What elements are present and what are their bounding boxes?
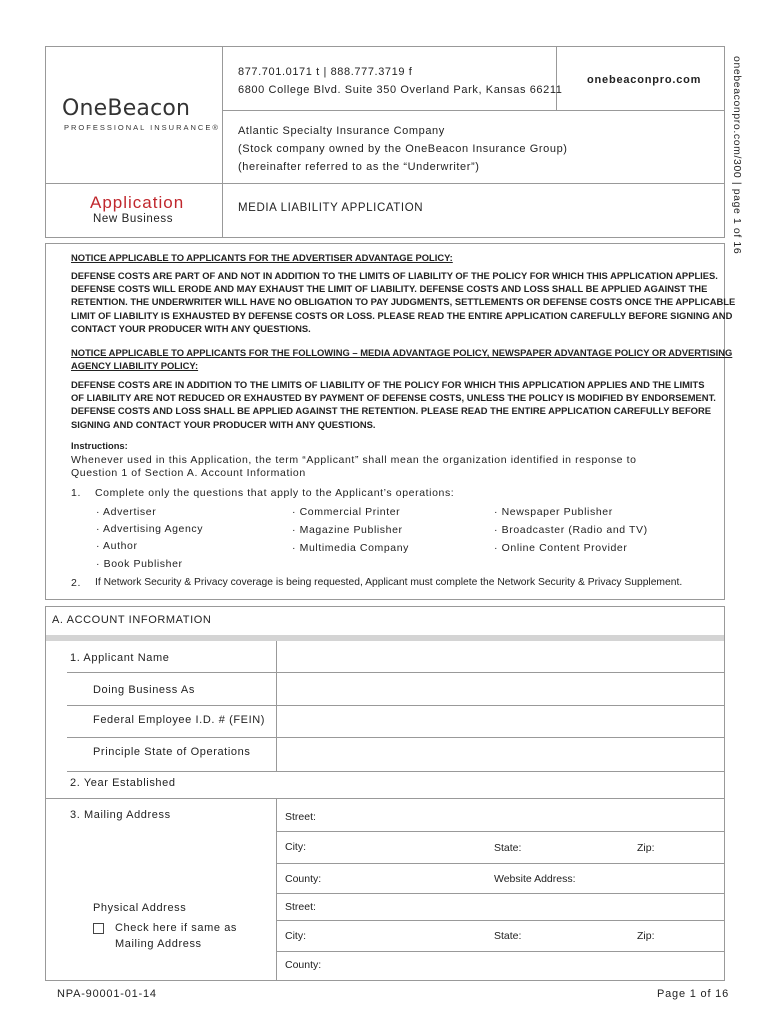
address-line: 6800 College Blvd. Suite 350 Overland Park, Kansas 66211 xyxy=(238,84,563,96)
section-a-title-rule xyxy=(46,635,724,641)
mailing-city-label: City: xyxy=(285,841,306,853)
form-number: NPA-90001-01-14 xyxy=(57,988,157,1000)
applicant-name-field[interactable] xyxy=(278,642,724,671)
operation-broadcaster: · Broadcaster (Radio and TV) xyxy=(494,523,648,536)
physical-address-label: Physical Address xyxy=(93,902,187,914)
operation-magazine-publisher: · Magazine Publisher xyxy=(292,523,403,536)
year-established-label: 2. Year Established xyxy=(70,777,176,789)
physical-state-label: State: xyxy=(494,930,522,942)
grid-divider-label-2 xyxy=(276,799,277,981)
application-subtitle: New Business xyxy=(93,213,174,225)
physical-zip-label: Zip: xyxy=(637,930,655,942)
operations-column-2 xyxy=(292,504,409,557)
instructions-text-1: Whenever used in this Application, the term “Applicant” shall mean the organization identified in response to xyxy=(71,454,637,466)
website-address-label: Website Address: xyxy=(494,873,576,885)
instruction-item-2-number: 2. xyxy=(71,577,81,589)
physical-city-field[interactable] xyxy=(310,921,490,950)
operation-book-publisher: · Book Publisher xyxy=(96,557,183,570)
principle-state-label: Principle State of Operations xyxy=(93,746,251,758)
same-as-mailing-label-1: Check here if same as xyxy=(115,922,238,934)
header-divider-website xyxy=(556,46,557,110)
form-title: MEDIA LIABILITY APPLICATION xyxy=(238,202,424,214)
notice-paragraph-2: DEFENSE COSTS ARE IN ADDITION TO THE LIMITS OF LIABILITY OF THE POLICY FOR WHICH THIS APPLICATION APPLIES AND THE LIMITS OF LIABILITY ARE NOT REDUCED OR EXHAUSTED BY PAYMENT OF DEFENSE COSTS, UNLESS THE POLICY IS MODIFIED BY ENDORSEMENT. DEFENSE COSTS AND LOSS SHALL BE APPLIED AGAINST THE RETENTION. PLEASE READ THE ENTIRE APPLICATION CAREFULLY BEFORE SIGNING AND CONTACT YOUR PRODUCER WITH ANY QUESTIONS. xyxy=(71,379,716,430)
side-page-reference: onebeaconpro.com/300 | page 1 of 16 xyxy=(731,56,743,255)
physical-zip-field[interactable] xyxy=(658,921,724,950)
instruction-item-1-text: Complete only the questions that apply to the Applicant’s operations: xyxy=(95,487,455,499)
operation-advertising-agency: · Advertising Agency xyxy=(96,523,204,536)
company-ownership: (Stock company owned by the OneBeacon Insurance Group) xyxy=(238,143,568,155)
header-divider-title xyxy=(45,183,725,184)
section-a-title: A. ACCOUNT INFORMATION xyxy=(52,614,212,626)
physical-state-field[interactable] xyxy=(528,921,633,950)
company-reference: (hereinafter referred to as the “Underwriter”) xyxy=(238,161,480,173)
physical-county-label: County: xyxy=(285,959,322,971)
operation-online-content-provider: · Online Content Provider xyxy=(494,541,628,554)
physical-county-field[interactable] xyxy=(325,952,724,980)
mailing-state-field[interactable] xyxy=(528,832,633,862)
mailing-street-field[interactable] xyxy=(320,800,724,830)
operation-commercial-printer: · Commercial Printer xyxy=(292,506,401,518)
instructions-label: Instructions: xyxy=(71,440,128,451)
fein-field[interactable] xyxy=(278,706,724,736)
application-title: Application xyxy=(90,193,185,212)
physical-city-label: City: xyxy=(285,930,306,942)
operation-advertiser: · Advertiser xyxy=(96,506,157,518)
physical-street-label: Street: xyxy=(285,901,316,913)
operations-column-3 xyxy=(494,504,648,557)
principle-state-field[interactable] xyxy=(278,738,724,770)
dba-field[interactable] xyxy=(278,673,724,704)
mailing-state-label: State: xyxy=(494,842,522,854)
same-as-mailing-checkbox[interactable] xyxy=(93,923,104,934)
fein-label: Federal Employee I.D. # (FEIN) xyxy=(93,714,266,726)
phone-fax-line: 877.701.0171 t | 888.777.3719 f xyxy=(238,66,413,78)
applicant-name-label: 1. Applicant Name xyxy=(70,652,170,664)
mailing-zip-field[interactable] xyxy=(658,832,724,862)
instructions-text-2: Question 1 of Section A. Account Information xyxy=(71,467,306,479)
mailing-address-label: 3. Mailing Address xyxy=(70,809,171,821)
year-established-field[interactable] xyxy=(278,772,724,797)
dba-label: Doing Business As xyxy=(93,684,195,696)
same-as-mailing-label-2: Mailing Address xyxy=(115,938,202,950)
mailing-street-label: Street: xyxy=(285,811,316,823)
instruction-item-2-text: If Network Security & Privacy coverage is being requested, Applicant must complete the Network Security & Privacy Supplement. xyxy=(95,577,683,588)
header-divider-horizontal xyxy=(222,110,725,111)
company-logo-subtitle: PROFESSIONAL INSURANCE® xyxy=(64,123,220,132)
physical-street-field[interactable] xyxy=(320,894,724,919)
mailing-county-field[interactable] xyxy=(325,864,490,892)
notice-heading-media: NOTICE APPLICABLE TO APPLICANTS FOR THE FOLLOWING – MEDIA ADVANTAGE POLICY, NEWSPAPER ADVANTAGE POLICY OR ADVERTISING AGENCY LIABILITY POLICY: xyxy=(71,347,733,372)
operation-author: · Author xyxy=(96,540,138,553)
grid-divider-label-1 xyxy=(276,641,277,772)
notice-paragraph-1: DEFENSE COSTS ARE PART OF AND NOT IN ADDITION TO THE LIMITS OF LIABILITY OF THE POLICY FOR WHICH THIS APPLICATION APPLIES. DEFENSE COSTS WILL ERODE AND MAY EXHAUST THE LIMIT OF LIABILITY. DEFENSE COSTS AND LOSS SHALL BE APPLIED AGAINST THE RETENTION. THE UNDERWRITER WILL HAVE NO OBLIGATION TO PAY JUDGMENTS, SETTLEMENTS OR DEFENSE COSTS ONCE THE APPLICABLE LIMIT OF LIABILITY IS EXHAUSTED BY DEFENSE COSTS OR LOSS. PLEASE READ THE ENTIRE APPLICATION CAREFULLY BEFORE SIGNING AND CONTACT YOUR PRODUCER WITH ANY QUESTIONS. xyxy=(71,270,736,334)
operation-multimedia-company: · Multimedia Company xyxy=(292,541,410,554)
company-logo: OneBeacon xyxy=(62,96,191,121)
mailing-city-field[interactable] xyxy=(310,832,490,862)
website-address-field[interactable] xyxy=(580,864,724,892)
mailing-zip-label: Zip: xyxy=(637,842,655,854)
company-name: Atlantic Specialty Insurance Company xyxy=(238,125,445,137)
mailing-county-label: County: xyxy=(285,873,322,885)
operations-column-1 xyxy=(96,504,203,573)
header-divider-vertical xyxy=(222,46,223,238)
page-number: Page 1 of 16 xyxy=(657,988,729,1000)
website-link[interactable]: onebeaconpro.com xyxy=(587,74,702,86)
instruction-item-1-number: 1. xyxy=(71,487,81,499)
operation-newspaper-publisher: · Newspaper Publisher xyxy=(494,506,613,518)
notice-heading-advertiser: NOTICE APPLICABLE TO APPLICANTS FOR THE ADVERTISER ADVANTAGE POLICY: xyxy=(71,252,453,263)
row-rule-year xyxy=(46,798,725,799)
